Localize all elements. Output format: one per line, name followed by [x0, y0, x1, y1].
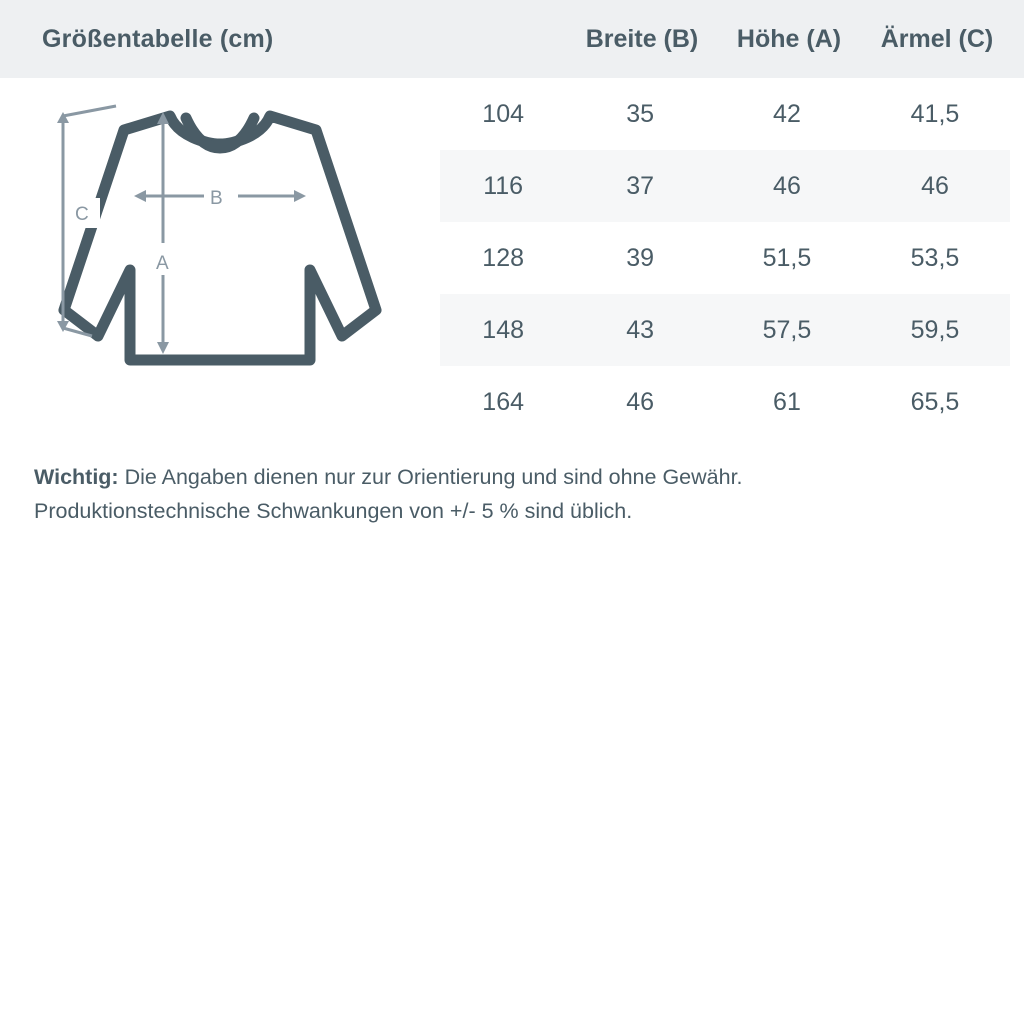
note-line-2: Produktionstechnische Schwankungen von +/- 5 % sind üblich.: [34, 499, 633, 523]
garment-illustration: [0, 78, 440, 423]
cell-aermel: 59,5: [910, 315, 960, 344]
cell-size: 128: [482, 243, 525, 272]
size-chart-header: [0, 0, 1024, 78]
table-row: [440, 150, 1010, 222]
shirt-diagram-svg: [20, 88, 420, 418]
cell-hoehe: 51,5: [762, 243, 812, 272]
illustration-label-c: C: [75, 204, 89, 225]
size-table-wrap: [440, 78, 1024, 438]
column-header-breite: Breite (B): [585, 24, 699, 53]
note-bold-prefix: Wichtig:: [34, 465, 119, 489]
cell-aermel: 46: [921, 171, 949, 200]
cell-breite: 35: [626, 99, 655, 128]
cell-hoehe: 46: [773, 171, 801, 200]
table-row: [440, 78, 1010, 150]
disclaimer-note: [0, 438, 1024, 528]
illustration-label-b: B: [210, 188, 223, 209]
cell-aermel: 41,5: [910, 99, 960, 128]
column-header-hoehe: Höhe (A): [736, 24, 842, 53]
column-header-aermel: Ärmel (C): [880, 24, 994, 53]
cell-breite: 39: [626, 243, 655, 272]
cell-breite: 46: [626, 387, 655, 416]
cell-size: 116: [483, 171, 524, 200]
table-row: [440, 366, 1010, 438]
cell-hoehe: 42: [773, 99, 801, 128]
cell-size: 104: [482, 99, 525, 128]
page-title: Größentabelle (cm): [42, 24, 274, 53]
illustration-label-a: A: [156, 253, 169, 274]
size-table: [440, 78, 1010, 438]
cell-aermel: 53,5: [910, 243, 960, 272]
cell-hoehe: 57,5: [762, 315, 812, 344]
column-headers: [442, 25, 1024, 54]
cell-size: 148: [482, 315, 525, 344]
table-row: [440, 222, 1010, 294]
cell-hoehe: 61: [773, 387, 801, 416]
note-line-1: Die Angaben dienen nur zur Orientierung und sind ohne Gewähr.: [118, 465, 743, 489]
cell-breite: 37: [626, 171, 655, 200]
cell-aermel: 65,5: [910, 387, 960, 416]
cell-breite: 43: [626, 315, 655, 344]
table-row: [440, 294, 1010, 366]
cell-size: 164: [482, 387, 525, 416]
size-chart-body: [0, 78, 1024, 438]
